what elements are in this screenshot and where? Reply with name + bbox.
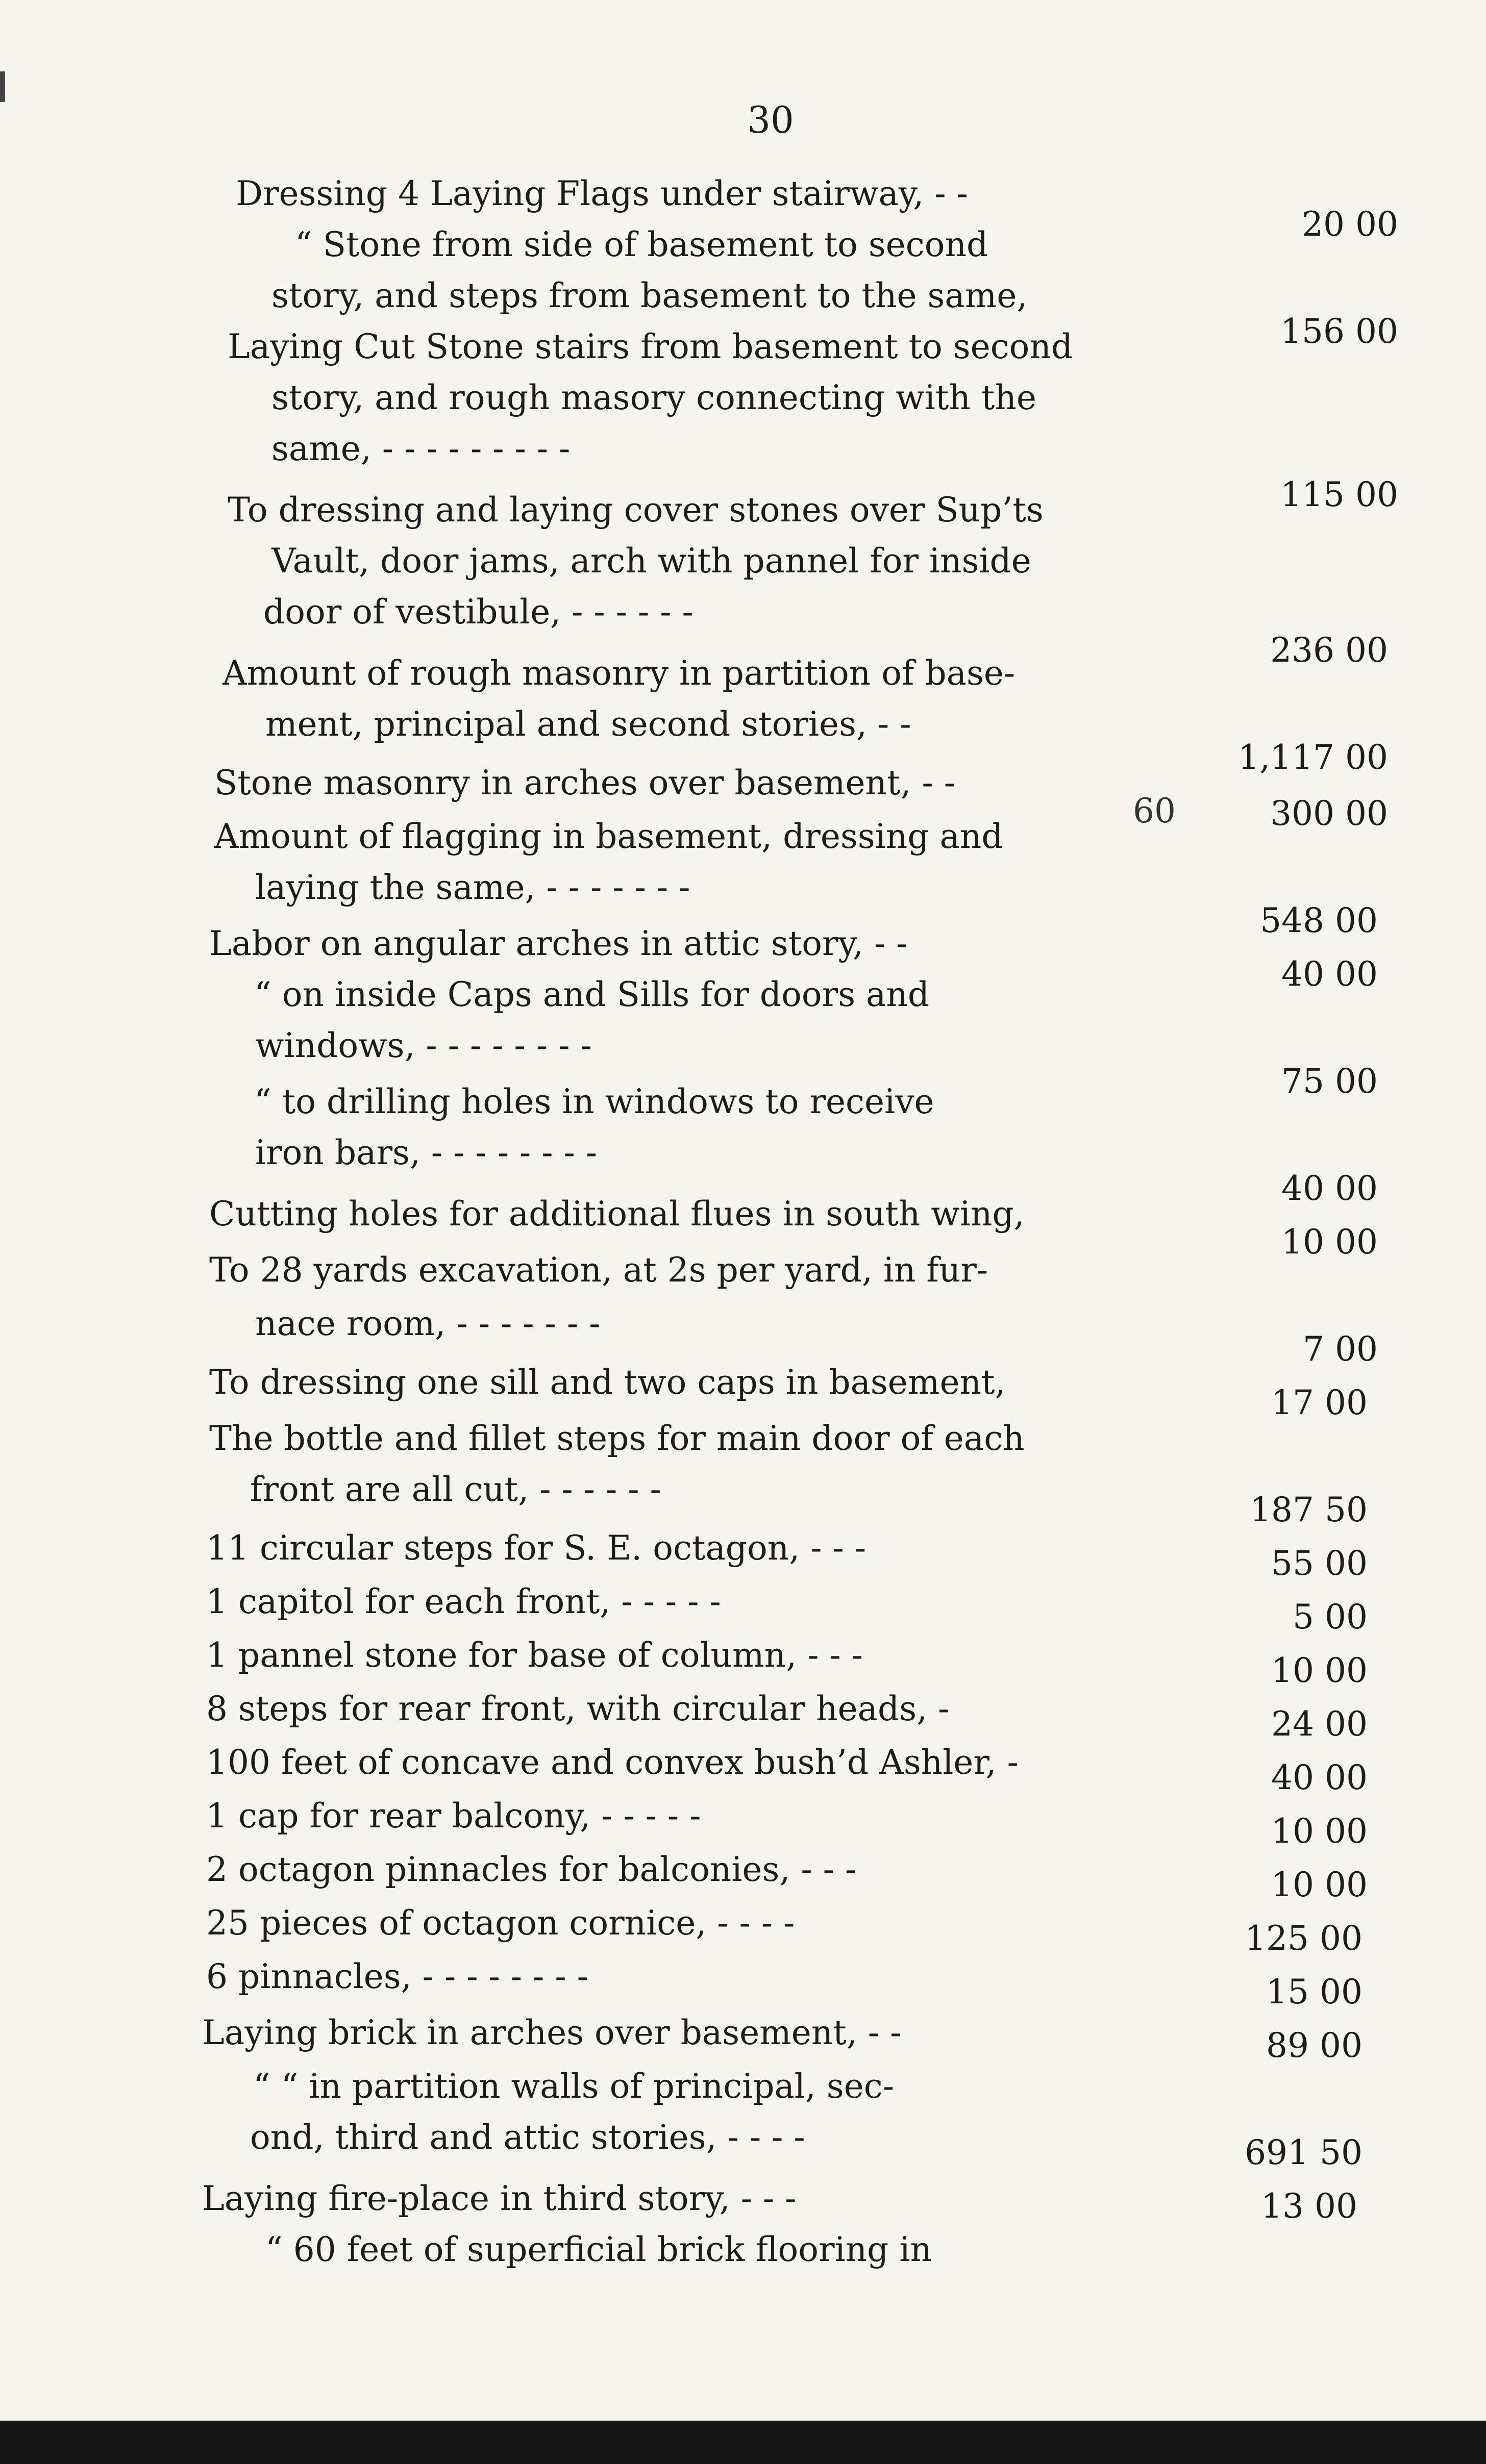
amount-value: 20 00 — [1302, 205, 1398, 244]
ledger-line: front are all cut, - - - - - - — [250, 1470, 661, 1509]
ledger-line: 100 feet of concave and convex bush’d Ashler, - — [206, 1743, 1019, 1782]
ledger-line: “ on inside Caps and Sills for doors and — [254, 975, 930, 1014]
ledger-line: “ 60 feet of superficial brick flooring in — [265, 2230, 932, 2269]
amount-value: 125 00 — [1245, 1919, 1363, 1958]
ledger-line: Vault, door jams, arch with pannel for inside — [271, 541, 1031, 581]
amount-value: 236 00 — [1270, 631, 1388, 670]
ledger-line: same, - - - - - - - - - — [271, 429, 571, 468]
ledger-line: 6 pinnacles, - - - - - - - - — [206, 1957, 588, 1996]
amount-value: 10 00 — [1281, 1222, 1378, 1262]
ledger-line: windows, - - - - - - - - — [255, 1026, 592, 1065]
ledger-line: The bottle and fillet steps for main door of each — [209, 1419, 1025, 1458]
ledger-line: 11 circular steps for S. E. octagon, - - - — [206, 1528, 866, 1568]
ledger-line: laying the same, - - - - - - - — [255, 868, 690, 907]
amount-value: 10 00 — [1271, 1865, 1368, 1904]
ledger-line: 25 pieces of octagon cornice, - - - - — [206, 1903, 795, 1943]
ledger-line: Laying brick in arches over basement, - - — [202, 2013, 902, 2052]
ledger-line: Stone masonry in arches over basement, - - — [214, 763, 956, 802]
ledger-line: Laying Cut Stone stairs from basement to second — [228, 327, 1073, 366]
ledger-line: Amount of flagging in basement, dressing and — [214, 817, 1003, 856]
amount-value: 17 00 — [1271, 1383, 1368, 1422]
amount-value: 55 00 — [1271, 1544, 1368, 1583]
amount-value: 10 00 — [1271, 1812, 1368, 1851]
ledger-line: 1 cap for rear balcony, - - - - - — [206, 1796, 701, 1836]
amount-value: 1,117 00 — [1238, 738, 1388, 777]
ledger-line: Dressing 4 Laying Flags under stairway, - - — [236, 174, 968, 213]
amount-value: 691 50 — [1245, 2133, 1363, 2172]
amount-value: 300 00 — [1270, 794, 1388, 833]
ledger-line: 1 capitol for each front, - - - - - — [206, 1582, 721, 1621]
ledger-line: To dressing and laying cover stones over Sup’ts — [228, 490, 1044, 530]
amount-value: 156 00 — [1280, 312, 1398, 351]
scan-bottom-border — [0, 2421, 1486, 2464]
struck-figure: 60 — [1133, 791, 1176, 831]
ledger-line: 1 pannel stone for base of column, - - - — [206, 1636, 863, 1675]
amount-value: 40 00 — [1271, 1758, 1368, 1797]
page-number: 30 — [747, 98, 794, 141]
amount-value: 7 00 — [1303, 1329, 1378, 1369]
ledger-line: 8 steps for rear front, with circular heads, - — [206, 1689, 950, 1728]
ledger-line: nace room, - - - - - - - — [255, 1304, 601, 1343]
amount-value: 187 50 — [1250, 1490, 1368, 1529]
ledger-line: To dressing one sill and two caps in basement, — [209, 1363, 1006, 1402]
ledger-line: ment, principal and second stories, - - — [265, 705, 911, 744]
amount-value: 89 00 — [1266, 2026, 1363, 2065]
ledger-line: To 28 yards excavation, at 2s per yard, in fur- — [209, 1250, 988, 1290]
amount-value: 10 00 — [1271, 1651, 1368, 1690]
ledger-line: iron bars, - - - - - - - - — [255, 1133, 598, 1172]
ledger-line: Amount of rough masonry in partition of base- — [222, 653, 1016, 693]
amount-value: 40 00 — [1281, 954, 1378, 994]
ledger-line: 2 octagon pinnacles for balconies, - - - — [206, 1850, 857, 1889]
ledger-line: story, and steps from basement to the same, — [271, 276, 1028, 315]
ledger-line: Cutting holes for additional flues in south wing, — [209, 1194, 1025, 1234]
ledger-line: “ Stone from side of basement to second — [295, 225, 988, 264]
amount-value: 548 00 — [1260, 901, 1378, 940]
amount-value: 75 00 — [1281, 1062, 1378, 1101]
amount-value: 15 00 — [1266, 1972, 1363, 2012]
ledger-line: ond, third and attic stories, - - - - — [250, 2118, 805, 2157]
ledger-line: Laying fire-place in third story, - - - — [202, 2179, 797, 2218]
amount-value: 13 00 — [1261, 2186, 1357, 2226]
amount-value: 5 00 — [1293, 1597, 1368, 1637]
ledger-line: “ “ in partition walls of principal, sec- — [253, 2067, 895, 2106]
ledger-line: Labor on angular arches in attic story, - - — [209, 924, 908, 963]
ledger-line: door of vestibule, - - - - - - — [263, 592, 694, 632]
amount-value: 115 00 — [1280, 475, 1398, 514]
amount-value: 40 00 — [1281, 1169, 1378, 1208]
amount-value: 24 00 — [1271, 1704, 1368, 1744]
ledger-line: story, and rough masory connecting with the — [271, 378, 1036, 417]
ledger-line: “ to drilling holes in windows to receive — [254, 1082, 934, 1121]
